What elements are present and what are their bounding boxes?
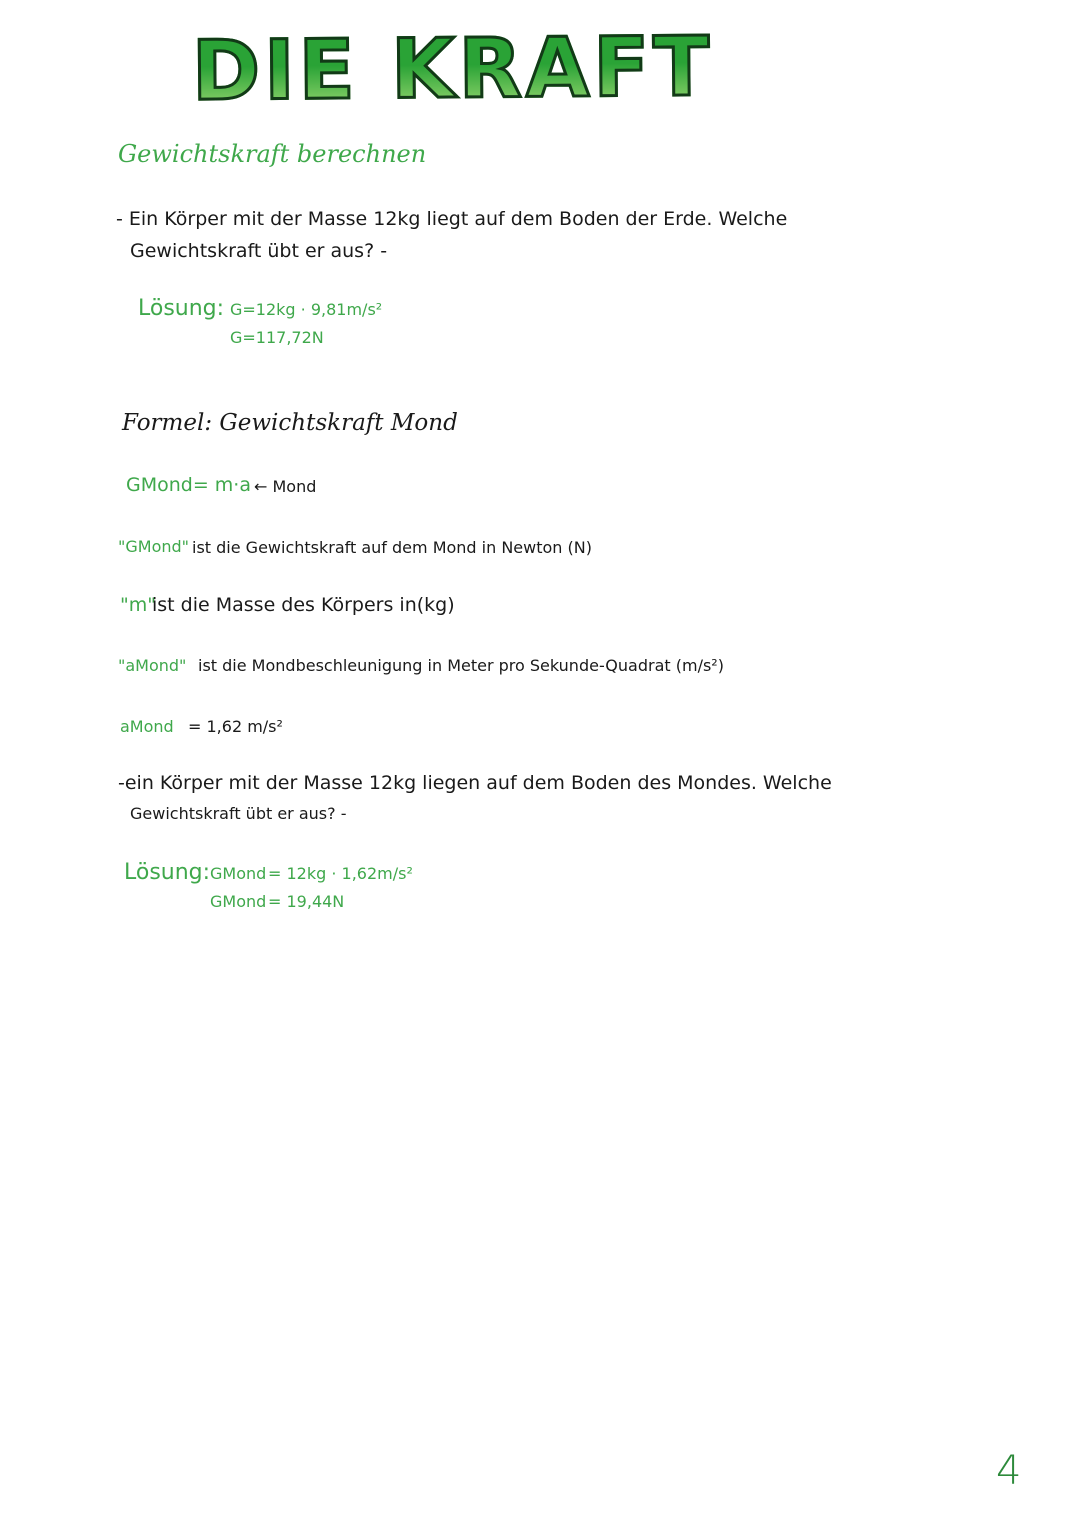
question-earth-line1: - Ein Körper mit der Masse 12kg liegt auf dem Boden der Erde. Welche <box>116 208 788 230</box>
solution-moon-line1-symbol: GMond <box>210 864 267 883</box>
formula-arrow-label: ← Mond <box>254 477 317 496</box>
question-moon-line1: -ein Körper mit der Masse 12kg liegen auf dem Boden des Mondes. Welche <box>118 772 832 794</box>
def-g-text: ist die Gewichtskraft auf dem Mond in Newton (N) <box>192 538 592 557</box>
section-heading-gewichtskraft: Gewichtskraft berechnen <box>118 140 427 168</box>
def-a-symbol: "aMond" <box>118 656 187 675</box>
a-value: = 1,62 m/s² <box>188 717 283 736</box>
solution-moon-line1: = 12kg · 1,62m/s² <box>268 864 413 883</box>
def-m-symbol: "m" <box>120 594 156 616</box>
solution-earth-line1: G=12kg · 9,81m/s² <box>230 300 383 319</box>
solution-earth-line2: G=117,72N <box>230 328 324 347</box>
solution-label-earth: Lösung: <box>138 296 225 321</box>
solution-label-moon: Lösung: <box>124 860 211 885</box>
solution-moon-line2-symbol: GMond <box>210 892 267 911</box>
solution-moon-line2: = 19,44N <box>268 892 345 911</box>
formula-moon: GMond= m·a <box>126 474 251 496</box>
formula-heading: Formel: Gewichtskraft Mond <box>122 410 458 436</box>
a-value-symbol: aMond <box>120 717 174 736</box>
def-a-text: ist die Mondbeschleunigung in Meter pro Sekunde-Quadrat (m/s²) <box>198 656 724 675</box>
page-number: 4 <box>996 1448 1022 1494</box>
def-m-text: ist die Masse des Körpers in(kg) <box>152 594 455 616</box>
question-moon-line2: Gewichtskraft übt er aus? - <box>130 804 347 823</box>
page-title: DIE KRAFT <box>191 19 714 120</box>
def-g-symbol: "GMond" <box>118 537 190 556</box>
question-earth-line2: Gewichtskraft übt er aus? - <box>130 240 388 262</box>
